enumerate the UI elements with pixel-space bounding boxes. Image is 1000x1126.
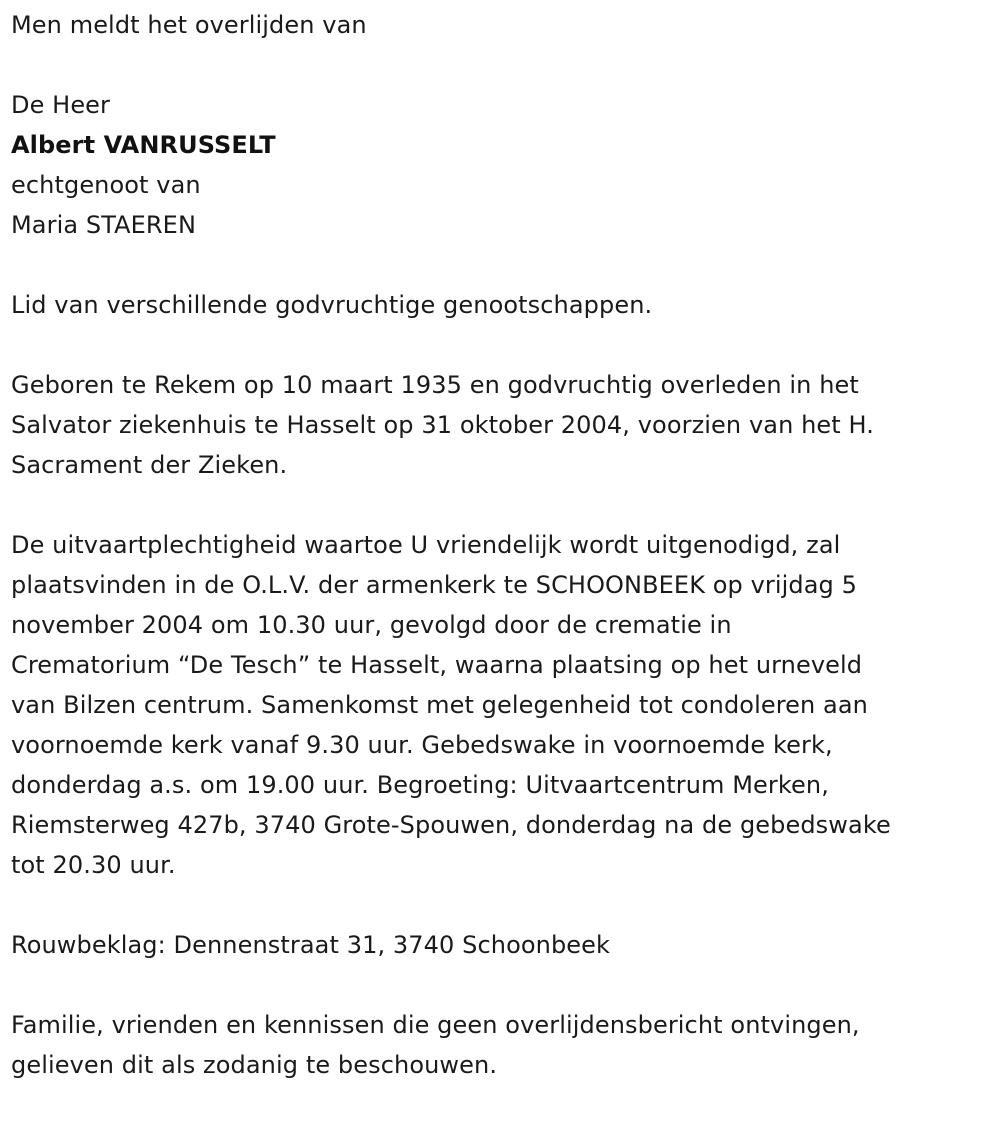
paragraph-line: voornoemde kerk vanaf 9.30 uur. Gebedswake in voornoemde kerk, [11, 731, 833, 759]
paragraph-line: plaatsvinden in de O.L.V. der armenkerk te SCHOONBEEK op vrijdag 5 [11, 571, 857, 599]
paragraph-line: De uitvaartplechtigheid waartoe U vriendelijk wordt uitgenodigd, zal [11, 531, 841, 559]
paragraph-line: Sacrament der Zieken. [11, 451, 288, 479]
membership-text: Lid van verschillende godvruchtige genootschappen. [11, 291, 653, 319]
spacer [11, 45, 986, 85]
birth-death-paragraph [11, 365, 986, 485]
paragraph-line: gelieven dit als zodanig te beschouwen. [11, 1051, 498, 1079]
paragraph-line: november 2004 om 10.30 uur, gevolgd door de crematie in [11, 611, 732, 639]
death-notice [11, 5, 986, 1085]
mourning-address: Rouwbeklag: Dennenstraat 31, 3740 Schoonbeek [11, 931, 611, 959]
paragraph-line: Salvator ziekenhuis te Hasselt op 31 oktober 2004, voorzien van het H. [11, 411, 874, 439]
spacer [11, 885, 986, 925]
spouse-label: echtgenoot van [11, 171, 201, 199]
closing-paragraph [11, 1005, 986, 1085]
paragraph-line: donderdag a.s. om 19.00 uur. Begroeting: Uitvaartcentrum Merken, [11, 771, 829, 799]
spouse-name: Maria STAEREN [11, 211, 196, 239]
spacer [11, 485, 986, 525]
spacer [11, 325, 986, 365]
paragraph-line: Familie, vrienden en kennissen die geen overlijdensbericht ontvingen, [11, 1011, 860, 1039]
honorific: De Heer [11, 91, 111, 119]
spacer [11, 965, 986, 1005]
paragraph-line: tot 20.30 uur. [11, 851, 176, 879]
paragraph-line: van Bilzen centrum. Samenkomst met gelegenheid tot condoleren aan [11, 691, 868, 719]
intro-text: Men meldt het overlijden van [11, 11, 367, 39]
paragraph-line: Geboren te Rekem op 10 maart 1935 en godvruchtig overleden in het [11, 371, 859, 399]
deceased-name: Albert VANRUSSELT [11, 131, 276, 159]
ceremony-paragraph [11, 525, 986, 885]
paragraph-line: Crematorium “De Tesch” te Hasselt, waarna plaatsing op het urneveld [11, 651, 863, 679]
spacer [11, 245, 986, 285]
paragraph-line: Riemsterweg 427b, 3740 Grote-Spouwen, donderdag na de gebedswake [11, 811, 891, 839]
